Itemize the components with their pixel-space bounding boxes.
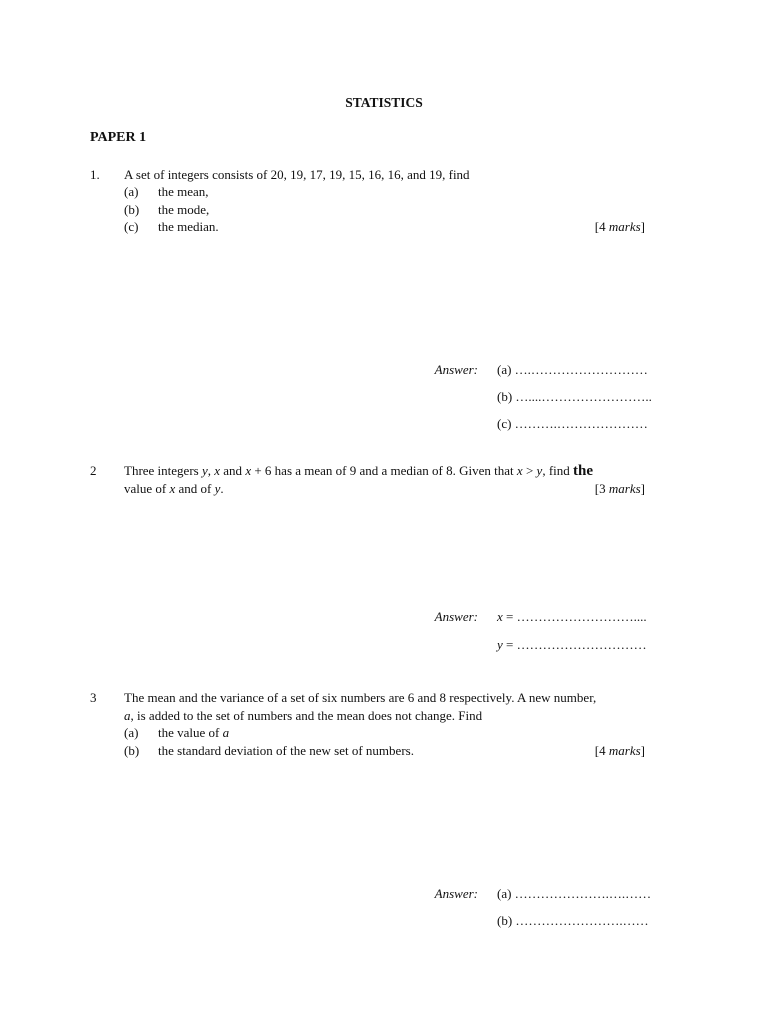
question-1-part-b-text: the mode,: [158, 202, 210, 217]
question-1-number: 1.: [90, 167, 100, 182]
question-1-answer-a: (a) ….………………………: [497, 362, 648, 377]
question-3-stem-line-1: The mean and the variance of a set of six numbers are 6 and 8 respectively. A new number,: [124, 690, 597, 705]
question-1-marks: [4 marks]: [594, 219, 645, 234]
question-2-stem-line-1: Three integers y, x and x + 6 has a mean of 9 and a median of 8. Given that x > y, find the: [124, 463, 594, 479]
question-1-answer-label: Answer:: [434, 362, 478, 377]
question-3-answer-a: (a) ………………….….……: [497, 886, 652, 901]
question-1-part-c-text: the median.: [158, 219, 219, 234]
question-2-number: 2: [90, 463, 97, 478]
question-3-answer-b: (b) …………………….……: [497, 913, 649, 928]
question-1-part-a-letter: (a): [124, 184, 139, 199]
page-title: STATISTICS: [345, 95, 423, 110]
question-3-stem-line-2: a, is added to the set of numbers and the mean does not change. Find: [124, 708, 483, 723]
question-1-part-c-letter: (c): [124, 219, 139, 234]
question-3-part-a-letter: (a): [124, 725, 139, 740]
question-1-part-a-text: the mean,: [158, 184, 209, 199]
question-1-answer-c: (c) ……….…………………: [497, 416, 648, 431]
question-3-part-b-letter: (b): [124, 743, 140, 758]
question-3-marks: [4 marks]: [594, 743, 645, 758]
question-3-part-a-text: the value of a: [158, 725, 230, 740]
question-2-stem-line-2: value of x and of y.: [124, 481, 224, 496]
question-3-part-b-text: the standard deviation of the new set of numbers.: [158, 743, 414, 758]
question-1-part-b-letter: (b): [124, 202, 140, 217]
question-1-answer-b: (b) …....……………………..: [497, 389, 652, 404]
paper-heading: PAPER 1: [90, 130, 147, 145]
question-2-answer-x: x = ………………………....: [497, 609, 647, 624]
question-2-answer-label: Answer:: [434, 609, 478, 624]
question-2-marks: [3 marks]: [594, 481, 645, 496]
question-3-answer-label: Answer:: [434, 886, 478, 901]
question-1-stem: A set of integers consists of 20, 19, 17, 19, 15, 16, 16, and 19, find: [124, 167, 470, 182]
question-3-number: 3: [90, 690, 97, 705]
question-2-answer-y: y = …………………………: [497, 637, 647, 652]
